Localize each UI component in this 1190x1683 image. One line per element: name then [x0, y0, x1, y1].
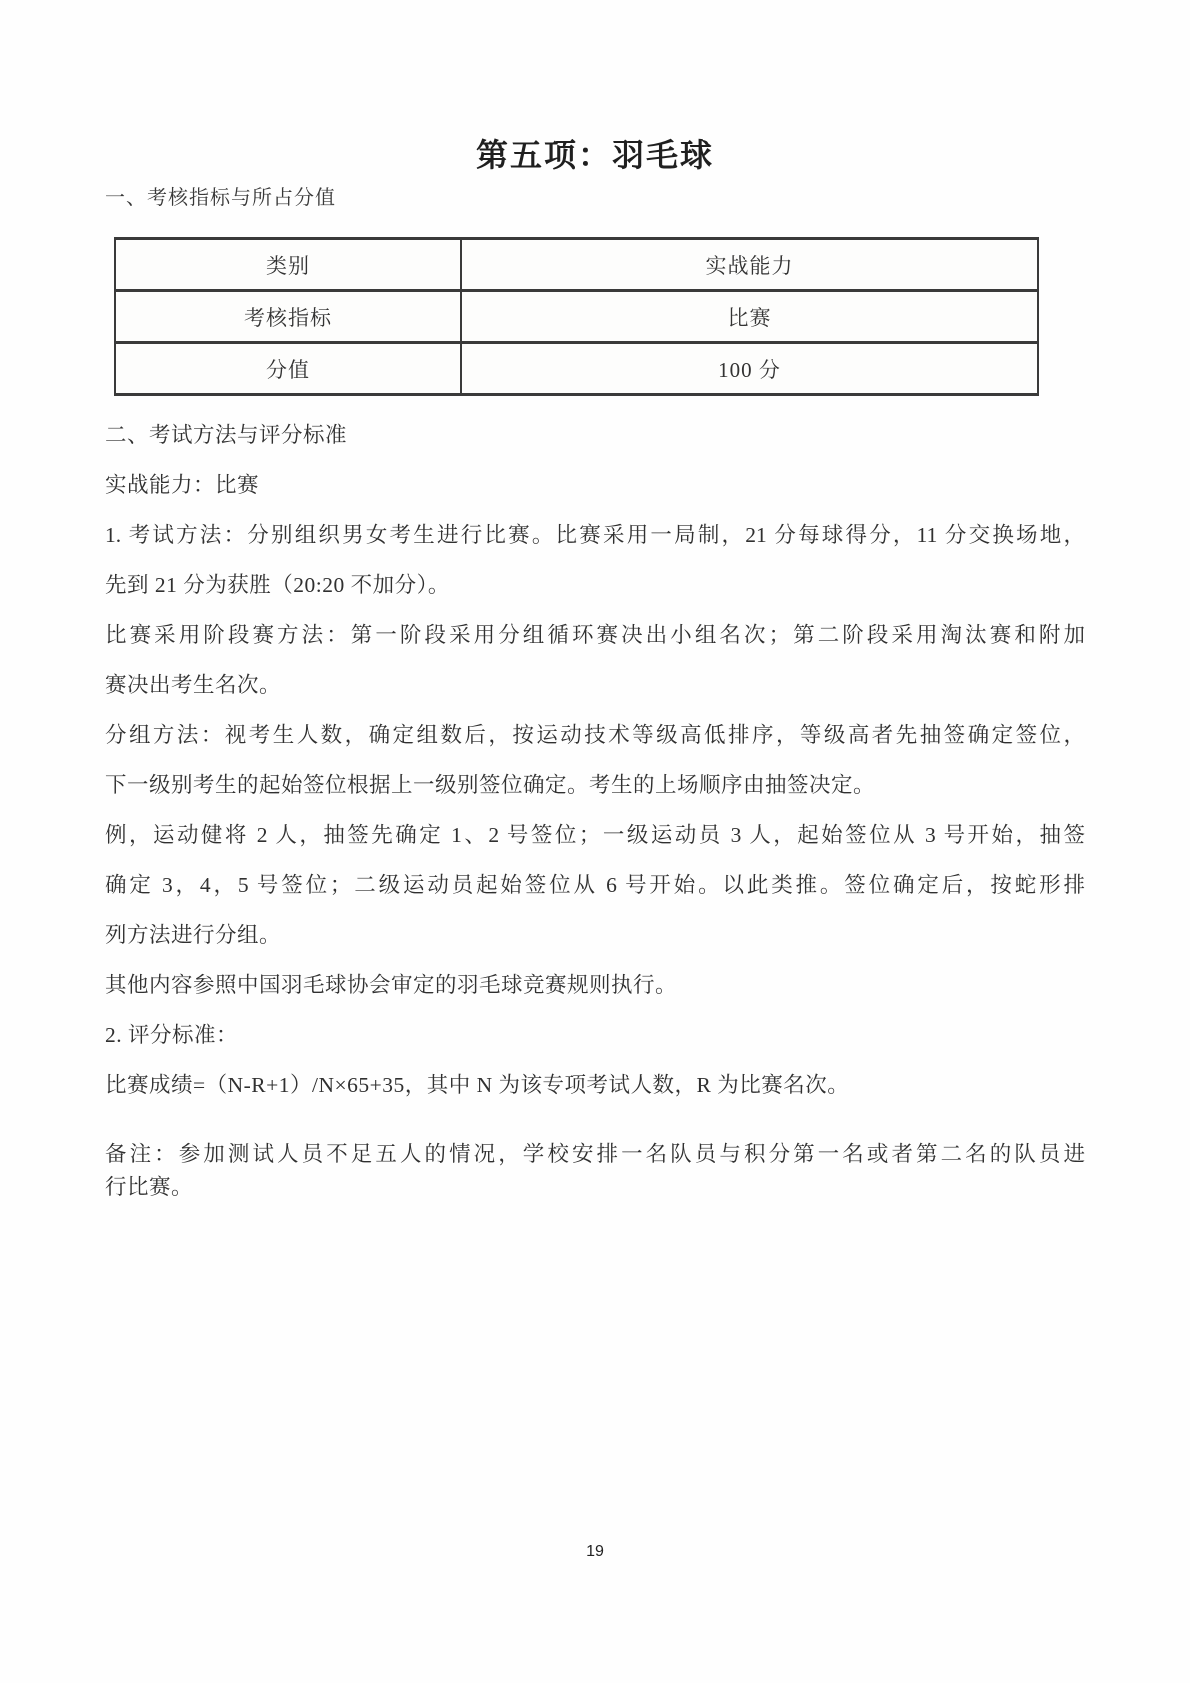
section-two-heading: 二、考试方法与评分标准 — [105, 423, 348, 447]
text-line: 行比赛。 — [105, 1175, 194, 1199]
page-title: 第五项：羽毛球 — [475, 137, 714, 173]
score-table — [114, 237, 1039, 396]
text-line: 先到 21 分为获胜（20:20 不加分）。 — [105, 573, 450, 597]
text-line: 列方法进行分组。 — [105, 923, 282, 947]
section-one-heading: 一、考核指标与所占分值 — [105, 187, 336, 209]
table-row — [115, 239, 1038, 291]
table-cell-indicator-value: 比赛 — [461, 291, 1038, 343]
text-line: 备注：参加测试人员不足五人的情况，学校安排一名队员与积分第一名或者第二名的队员进 — [105, 1142, 1085, 1166]
text-line: 实战能力：比赛 — [105, 473, 260, 497]
text-line: 赛决出考生名次。 — [105, 673, 282, 697]
remark-note — [105, 1138, 1085, 1204]
section-two — [105, 410, 1085, 1204]
text-line: 2. 评分标准： — [105, 1023, 239, 1047]
table-row — [115, 343, 1038, 395]
text-line: 下一级别考生的起始签位根据上一级别签位确定。考生的上场顺序由抽签决定。 — [105, 773, 876, 797]
table-cell-category-label: 类别 — [115, 239, 461, 291]
table-cell-score-label: 分值 — [115, 343, 461, 395]
table-cell-score-value: 100 分 — [461, 343, 1038, 395]
text-line: 分组方法：视考生人数，确定组数后，按运动技术等级高低排序，等级高者先抽签确定签位， — [105, 723, 1085, 747]
text-line: 比赛成绩=（N-R+1）/N×65+35，其中 N 为该专项考试人数，R 为比赛名次。 — [105, 1073, 850, 1097]
table-cell-indicator-label: 考核指标 — [115, 291, 461, 343]
table-row — [115, 291, 1038, 343]
text-line: 确定 3，4，5 号签位；二级运动员起始签位从 6 号开始。以此类推。签位确定后，按蛇形排 — [105, 873, 1085, 897]
text-line: 1. 考试方法：分别组织男女考生进行比赛。比赛采用一局制，21 分每球得分，11 分交换场地， — [105, 523, 1085, 547]
text-line: 比赛采用阶段赛方法：第一阶段采用分组循环赛决出小组名次；第二阶段采用淘汰赛和附加 — [105, 623, 1085, 647]
table-cell-category-value: 实战能力 — [461, 239, 1038, 291]
text-line: 例，运动健将 2 人，抽签先确定 1、2 号签位；一级运动员 3 人，起始签位从 3 号开始，抽签 — [105, 823, 1085, 847]
page-number: 19 — [586, 1543, 604, 1560]
text-line: 其他内容参照中国羽毛球协会审定的羽毛球竞赛规则执行。 — [105, 973, 678, 997]
